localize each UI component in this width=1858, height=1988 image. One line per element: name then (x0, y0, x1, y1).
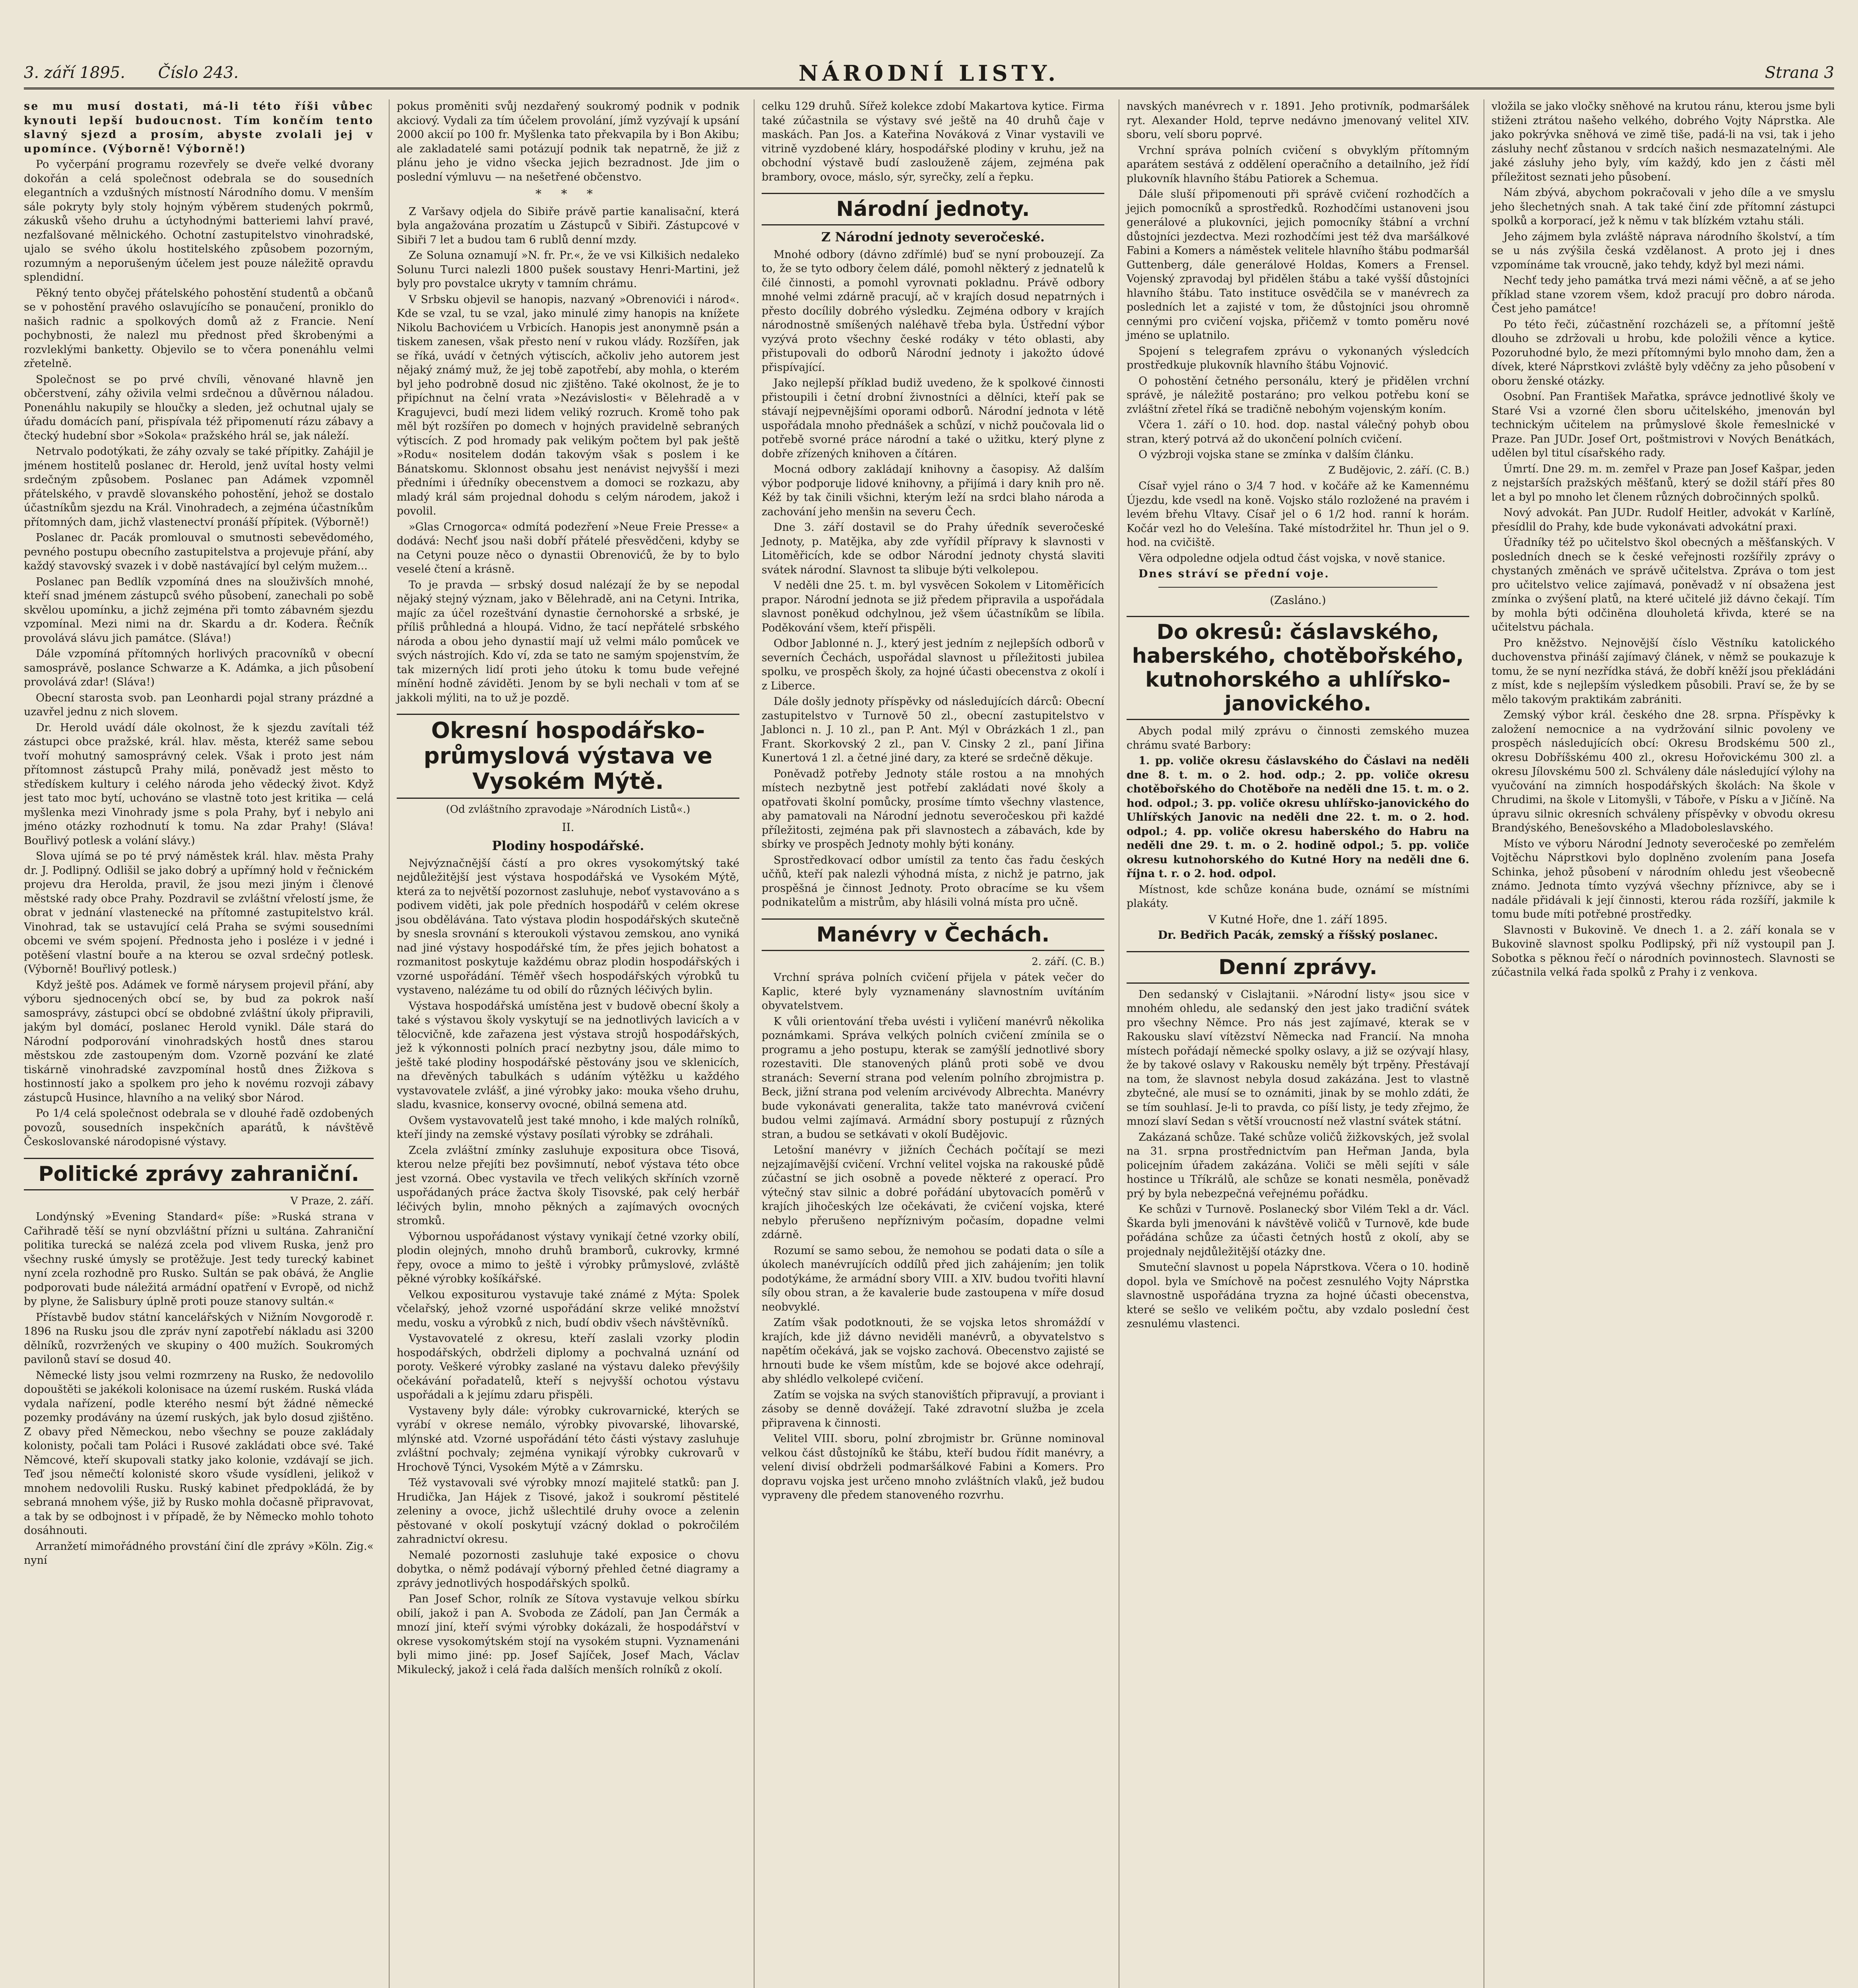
article-paragraph: Výbornou uspořádanost výstavy vynikají četné vzorky obilí, plodin olejných, mnoho druhů bramborů, cukrovky, krmné řepy, ovoce a mimo to ještě i výrobky průmyslové, zvláště pěkné výrobky košíkářské. (397, 1230, 739, 1285)
section-heading: Okresní hospodářsko-průmyslová výstava ve Vysokém Mýtě. (397, 714, 739, 799)
section-subheading: (Od zvláštního zpravodaje »Národních Listů«.) (446, 804, 690, 815)
article-paragraph: Abych podal milý zprávu o činnosti zemského muzea chrámu svaté Barbory: (1127, 725, 1469, 751)
column-2 (389, 99, 739, 1988)
section-part-number: II. (562, 820, 574, 834)
article-paragraph: Úmrtí. Dne 29. m. m. zemřel v Praze pan Josef Kašpar, jeden z nejstarších pražských měšťanů, který se dožil stáří přes 80 let a byl po mnoho let členem různých dobročinných spolků. (1491, 462, 1835, 503)
article-paragraph: Pro kněžstvo. Nejnovější číslo Věstníku katolického duchovenstva přináší zajímavý článek, v němž se poukazuje k tomu, že se nyní nezřídka stává, že dobří kněží jsou překládáni z míst, kde s nejlepším výsledkem působili. Praví se, že by se mělo takovým praktikám zabrániti. (1491, 637, 1835, 706)
section-subheading: Plodiny hospodářské. (492, 838, 644, 853)
divider (1158, 587, 1437, 588)
article-paragraph: Nejvýznačnější částí a pro okres vysokomýtský také nejdůležitější jest výstava hospodářská ve Vysokém Mýtě, která za to největší pozornost zasluhuje, neboť vystavováno a s podivem viděti, jak pole předních hospodářů v celém okrese jsou obdělávána. Tato výstava plodin hospodářských skutečně by snesla srovnání s kteroukoli výstavou zemskou, ano vyniká nad jiné výstavy hospodářské tím, že přes jejich bohatost a rozmanitost poskytuje každému obraz plodin hospodářských i vzorné uspořádání. Téměř všech hospodářských výrobků tu vystaveno, nalézáme tu od obilí do různých léčivých bylin. (397, 857, 739, 996)
article-paragraph: Nemalé pozornosti zasluhuje také exposice o chovu dobytka, o němž podávají výborný přehled četné diagramy a zprávy jednotlivých hospodářských spolků. (397, 1549, 739, 1590)
article-paragraph: Slavnosti v Bukovině. Ve dnech 1. a 2. září konala se v Bukovině slavnost spolku Podlipský, při níž vystoupil pan J. Sobotka s pěknou řečí o národních povinnostech. Slavnosti se zúčastnila velká řada spolků z Prahy i z venkova. (1491, 924, 1835, 978)
article-paragraph: Vystavovatelé z okresu, kteří zaslali vzorky plodin hospodářských, obdrželi diplomy a pochvalná uznání od poroty. Veškeré výrobky zaslané na výstavu daleko převýšily očekávání pořadatelů, kteří s nejvyšší ochotou výstavu uspořádali a k jejímu zdaru přispěli. (397, 1332, 739, 1401)
article-paragraph: Londýnský »Evening Standard« píše: »Ruská strana v Cařihradě těší se nyní obzvláštní přízni u sultána. Zahraniční politika turecká se nalézá zcela pod vlivem Ruska, jenž pro všechny ruské úmysly se protěžuje. Jest tedy turecký kabinet nyní zcela rozhodně pro Rusko. Sultán se pak obává, že Anglie podporovati bude náležitá armádní opatření v Evropě, od nichž by plyne, že Salisbury úplně proti pouze stanovy sultán.« (24, 1211, 374, 1308)
article-paragraph: Vrchní správa polních cvičení přijela v pátek večer do Kaplic, které byly vyznamenány slavnostním uvítáním obyvatelstvem. (762, 971, 1104, 1012)
dateline: V Praze, 2. září. (290, 1195, 374, 1207)
article-paragraph: Nám zbývá, abychom pokračovali v jeho díle a ve smyslu jeho šlechetných snah. A tak také činí zde přítomní zástupci spolků a korporací, jež k němu v tak blízkém vztahu stáli. (1491, 186, 1835, 227)
article-paragraph: K vůli orientování třeba uvésti i vyličení manévrů několika poznámkami. Správa velkých polních cvičení zmínila se o programu a jeho postupu, kterak se zamýšlí jednotlivé sbory rozestaviti. Dle stanovených plánů proti sobě ve dvou stranách: Severní strana pod velením polního zbrojmistra p. Beck, jižní strana pod velením arcivévody Albrechta. Manévry bude vykonávati generalita, takže tato manévrová cvičení budou velmi zajímavá. Armádní sbory postupují z různých stran, a budou se setkávati v okolí Budějovic. (762, 1015, 1104, 1141)
article-paragraph: Když ještě pos. Adámek ve formě nárysem projevil přání, aby výboru sjednocených obcí se, by bud za pokrok naší samosprávy, zástupci obcí se obdobné zvláštní úkoly připravili, jakým byl domácí, poslanec Herold vynikl. Dále stará do Národní podporování vinohradských hostů dnes starou městskou zde zastoupeným dom. Vzorně pozvání ke zlaté tiskárně vinohradské zavzpomínal hostů dnes Žižkova s hostinností jako a spolkem pro jeho k novému rozvoji zábavy zástupců Husince, hlavního a na veliký sbor Národ. (24, 978, 374, 1104)
article-paragraph: pokus proměniti svůj nezdařený soukromý podnik v podnik akciový. Vydali za tím účelem provolání, jímž vyzývají k upsání 2000 akcií po 100 fr. Myšlenka tato překvapila by i Bon Akibu; ale zakladatelé sami potázují podnik tak nepatrně, že již z plánu jeho je vidno všecka jejich bezradnost. Jde jim o poslední výmluvu — na nešetřené občenstvo. (397, 100, 739, 183)
article-paragraph: Den sedanský v Cislajtanii. »Národní listy« jsou sice v mnohém ohledu, ale sedanský den jest jako tradiční svátek pro všechny Němce. Pro nás jest zajímavé, kterak se v Rakousku slaví vítězství Německa nad Francií. Na mnoha místech pořádají německé spolky oslavy, a již se ozývají hlasy, že by takové oslavy v Rakousku neměly být trpěny. Přestávají na tom, že slavnost nebyla dosud zakázána. Jest to vlastně zbytečné, ale musí se to oznámiti, jinak by se mohlo zdáti, že se tím souhlasí. Je-li to pravda, co píší listy, je tedy zřejmo, že mnozí slaví Sedan s větší vroucností než vlastní svátek státní. (1127, 988, 1469, 1128)
article-paragraph: Zcela zvláštní zmínky zasluhuje expositura obce Tisová, kterou nelze přejíti bez povšimnutí, neboť výstava této obce jest vzorná. Obec vystavila ve třech velikých skříních vzorně uspořádaných práce žactva školy Tisovské, pak celý herbář léčivých bylin, mnoho pěkných a zajímavých ovocných stromků. (397, 1144, 739, 1227)
article-paragraph: Rozumí se samo sebou, že nemohou se podati data o síle a úkolech manévrujících oddílů před jich zahájením; jen tolik podotýkáme, že armádní sbory VIII. a XIV. budou tvořiti hlavní síly obou stran, a že kavalerie bude zastoupena v míře dosud neobvyklé. (762, 1244, 1104, 1313)
article-paragraph: Sprostředkovací odbor umístil za tento čas řadu českých učňů, kteří pak nalezli výhodná místa, z nichž je patrno, jak prospěšná je činnost Jednoty. Proto obracíme se ku všem podnikatelům a mistrům, aby hlásili volná místa pro učně. (762, 854, 1104, 909)
article-paragraph: Německé listy jsou velmi rozmrzeny na Rusko, že nedovolilo dopouštěti se jakékoli kolonisace na území ruském. Ruská vláda vydala nařízení, podle kterého nesmí být žádné německé pozemky prodávány na území ruských, jak bylo dosud zjištěno. Z obavy před Německou, nebo všechny se pouze zakládaly kolonisty, počali tam Poláci i Rusové zakládati obce své. Také Němcové, kteří skupovali statky jako kolonie, vzdávají se jich. Teď jsou němečtí kolonisté skoro všude vysídleni, jelikož v mnohem nedovolili Rusku. Ruský kabinet předpokládá, že by sebraná mnohem výše, již by Rusko mohla dočasně připravovat, a tak by se odbojnost i v případě, že by Německo mohlo tohoto dosáhnouti. (24, 1369, 374, 1537)
article-paragraph: Velitel VIII. sboru, polní zbrojmistr br. Grünne nominoval velkou část důstojníků ke štábu, kteří budou řídit manévry, a velení divisí obdrželi podmaršálkové Fabini a Komers. Pro dopravu vojska jest určeno mnoho zvláštních vlaků, jež budou vypraveny dle předem stanoveného rozvrhu. (762, 1433, 1104, 1501)
article-paragraph: Netrvalo podotýkati, že záhy ozvaly se také přípitky. Zahájil je jménem hostitelů poslanec dr. Herold, jenž uvítal hosty velmi srdečným způsobem. Poslanec pan Adámek vzpomněl přátelského, v pravdě slovanského pohostění, jehož se dostalo účastníkům sjezdu na Král. Vinohradech, a zejména účastníkům přítomných dam, jichž vlastenectví pronáší přípitek. (Výborně!) (24, 445, 374, 528)
article-columns (24, 99, 1834, 1988)
article-paragraph: Pan Josef Schor, rolník ze Sítova vystavuje velkou sbírku obilí, jakož i pan A. Svoboda ze Zádolí, pan Jan Čermák a mnozí jiní, kteří svými výrobky dokázali, že hospodářství v okrese vysokomýtském stojí na vysokém stupni. Vyznamenáni byli mimo jiné: pp. Josef Sajíček, Josef Mach, Václav Mikulecký, jakož i celá řada dalších menších rolníků z okolí. (397, 1593, 739, 1676)
article-paragraph: Přístavbě budov státní kancelářských v Nižním Novgorodě r. 1896 na Rusku jsou dle zpráv nyní zapotřebí nákladu asi 3200 dělníků, rozvržených ve skupiny o 400 mužích. Soukromých pavilonů staví se dosud 40. (24, 1311, 374, 1366)
article-paragraph: Zatím však podotknouti, že se vojska letos shromáždí v krajích, kde již dávno neviděli manévrů, a obyvatelstvo s napětím očekává, jak se vojsko zachová. Obecenstvo zajisté se hrnouti bude ke všem místům, kde se bojové akce odehrají, aby shlédlo velkolepé cvičení. (762, 1316, 1104, 1385)
signature-name: Dr. Bedřich Pacák, zemský a říšský poslanec. (1158, 928, 1438, 942)
article-paragraph: Ze Soluna oznamují »N. fr. Pr.«, že ve vsi Kilkišich nedaleko Solunu Turci nalezli 1800 pušek soustavy Henri-Martini, jež byly pro povstalce ukryty v tamním chrámu. (397, 249, 739, 290)
article-paragraph: Spojení s telegrafem zprávu o vykonaných výsledcích prostředkuje plukovník hlavního štábu Vojnović. (1127, 345, 1469, 371)
section-heading: Denní zprávy. (1127, 951, 1469, 984)
newspaper-title: NÁRODNÍ LISTY. (798, 60, 1060, 86)
article-paragraph: Mnohé odbory (dávno zdřímlé) buď se nyní probouzejí. Za to, že se tyto odbory čelem dálé, pomohl některý z jednatelů k čilé činnosti, a pomohl vyrovnati pokladnu. Právě odbory mnohé velmi zdárně pracují, ač v krajích dosud nepatrných i přesto docílily dobrého výsledku. Zejména odbory v krajích národnostně smíšených naléhavě třeba byla. Ústřední výbor vyzývá proto všechny české rodáky v této oblasti, aby přistupovali do odborů Národní jednoty i jakožto údové přispívající. (762, 248, 1104, 374)
article-paragraph: Též vystavovali své výrobky mnozí majitelé statků: pan J. Hrudička, Jan Hájek z Tisové, jakož i soukromí pěstitelé zeleniny a ovoce, jichž ušlechtilé druhy ovoce a zelenin pěstované v okolí poskytují vzácný doklad o pokročilém zahradnictví okresu. (397, 1477, 739, 1545)
article-paragraph: Dále vzpomíná přítomných horlivých pracovníků v obecní samosprávě, poslance Schwarze a K. Adámka, a jich působení provolává zdar! (Sláva!) (24, 648, 374, 688)
article-paragraph: Výstava hospodářská umístěna jest v budově obecní školy a také s výstavou školy vyskytují se na jednotlivých lavicích a v tělocvičně, kde zařazena jest výstava strojů hospodářských, jež k výkonnosti polních prací nezbytny jsou, dále mimo to ještě také plodiny hospodářské pěstovány jsou ve sklenicích, na dřevěných tabulkách s udáním výtěžku u každého vystavovatele zvlášť, a jiné výrobky jako: mouka všeho druhu, sladu, kvasnice, konservy ovocné, obilná semena atd. (397, 1000, 739, 1111)
issue-date: 3. září 1895. (24, 64, 125, 82)
dateline: Z Budějovic, 2. září. (C. B.) (1328, 464, 1469, 476)
article-paragraph: Odbor Jablonné n. J., který jest jedním z nejlepších odborů v severních Čechách, uspořádal slavnost u příležitosti jubilea spolku, ve prospěch školy, za hojné účasti obecenstva z okolí i z Liberce. (762, 637, 1104, 692)
article-paragraph: Zakázaná schůze. Také schůze voličů žižkovských, jež svolal na 31. srpna prostřednictvím pan Heřman Janda, byla policejním úřadem zakázána. Voliči se měli sejíti v sále hostince u Tříkrálů, ale schůze se konati nesměla, poněvadž prý by byla nebezpečná veřejnému pořádku. (1127, 1131, 1469, 1200)
article-paragraph: Arranžetí mimořádného provstání činí dle zprávy »Köln. Zig.« nyní (24, 1540, 374, 1567)
article-paragraph: Nový advokát. Pan JUDr. Rudolf Heitler, advokát v Karlíně, přesídlil do Prahy, kde bude vykonávati advokátní praxi. (1491, 507, 1835, 533)
article-paragraph: Dnes stráví se přední voje. (1138, 568, 1330, 580)
article-paragraph: Po vyčerpání programu rozevřely se dveře velké dvorany dokořán a celá společnost odebrala se do sousedních elegantních a vzdušných místností Národního domu. V menším sále pokryty byly stoly hojným výběrem studených pokrmů, zákusků všeho druhu a úctyhodnými batteriemi lahví pravé, nezfalšované mělnického. Ochotní zastupitelstvo vinohradské, ujalo se svého úkolu hostitelského způsobem pozorným, rozumným a neporušeným účelem jest pouze náležitě opravdu splendidní. (24, 158, 374, 283)
article-paragraph: Zatím se vojska na svých stanovištích připravují, a proviant i zásoby se denně dovážejí. Také zdravotní služba je zcela připravena k činnosti. (762, 1388, 1104, 1429)
section-separator: * * * (535, 187, 601, 201)
masthead (24, 60, 1834, 89)
article-paragraph: Úřadníky též po učitelstvo škol obecných a měšťanských. V posledních dnech se k české veřejnosti rozšířily zprávy o chystaných změnách ve správě učitelstva. Zpráva o tom jest pro učitelstvo velice zajímavá, poněvadž v ní obsažena jest zmínka o zvýšení platů, na které učitelé již dávno čekají. Tím by mohla býti odčiněna dlouholetá křivda, které se na učitelstvu páchala. (1491, 536, 1835, 633)
article-paragraph: Jeho zájmem byla zvláště náprava národního školství, a tím se u nás zvýšila česká vzdělanost. A proto jej i dnes vzpomínáme tak vroucně, jako tehdy, když byl mezi námi. (1491, 230, 1835, 271)
article-paragraph: se mu musí dostati, má-li této říši vůbec kynouti lepší budoucnost. Tím končím tento slavný sjezd a prosím, abyste zvolali jej v upomínce. (Výborně! Výborně!) (24, 100, 374, 155)
issue-number: Číslo 243. (158, 64, 239, 82)
article-paragraph: Poslanec pan Bedlík vzpomíná dnes na slouživších mnohé, kteří snad jménem zástupců svého působení, zanechali po sobě skvělou upomínku, a jichž zejména při tomto zábavném sjezdu vzpomínal. Mezi nimi na dr. Skardu a dr. Kodera. Řečník provolává slávu jich památce. (Sláva!) (24, 575, 374, 645)
article-paragraph: Věra odpoledne odjela odtud část vojska, v nově stanice. (1138, 552, 1446, 565)
article-paragraph: Po 1/4 celá společnost odebrala se v dlouhé řadě ozdobených povozů, sousedních inspekčních aparátů, k návštěvě Českoslovanské národopisné výstavy. (24, 1107, 374, 1148)
article-paragraph: Poněvadž potřeby Jednoty stále rostou a na mnohých místech nezbytně jest potřebí zakládati nové školy a opatřovati školní pomůcky, prosíme tímto všechny vlastence, aby pamatovali na Národní jednotu severočeskou při každé příležitosti, zejména pak při slavnostech a zábavách, kde by sbírky ve prospěch Jednoty mohly býti konány. (762, 767, 1104, 850)
article-paragraph: Mocná odbory zakládají knihovny a časopisy. Až dalším výbor podporuje lidové knihovny, a přijímá i dary knih pro ně. Kéž by tak činili všichni, kterým leží na srdci blaho národa a zachování jeho menšin na severu Čech. (762, 463, 1104, 518)
column-3 (754, 99, 1104, 1988)
article-paragraph: Společnost se po prvé chvíli, věnované hlavně jen občerstvení, záhy oživila velmi srdečnou a důvěrnou náladou. Ponenáhlu nakupily se hloučky a sleden, jež ochutnal ujaly se úřadu domácích paní, přispívala též připomenutí rázu zábavy a čtecký hudební sbor »Sokola« pražského hrál se, jak náleží. (24, 373, 374, 442)
article-paragraph: Velkou expositurou vystavuje také známé z Mýta: Spolek včelařský, jehož vzorné uspořádání skrze veliké množství medu, vosku a výrobků z nich, budí obdiv všech návštěvníků. (397, 1288, 739, 1329)
column-4 (1119, 99, 1469, 1988)
article-paragraph: To je pravda — srbský dosud nalézají že by se nepodal nějaký stejný význam, jako v Bělehradě, ani na Cetyni. Intrika, majíc za účel rozeštvání dynastie černohorské a srbské, je příliš průhledná a hloupá. Vidno, že tací nepřátelé srbského národa a obou jeho dynastií mají už velmi málo pomůcek ve svých nástrojích. Kdo ví, zda se tato ne samým spojenstvím, že tak mizerných lidí proti jeho útoku k tomu bude veřejné mínění hodně záviděti. Jenom by se byli nechali v tom ať se jakkoli mýliti, na to už je pozdě. (397, 579, 739, 704)
article-paragraph: Ke schůzi v Turnově. Poslanecký sbor Vilém Tekl a dr. Václ. Škarda byli jmenováni k návštěvě voličů v Turnově, kde bude pořádána schůze za účasti četných hostů z okolí, aby se projednaly nejdůležitější otázky dne. (1127, 1203, 1469, 1258)
article-paragraph: Dne 3. září dostavil se do Prahy úředník severočeské Jednoty, p. Matějka, aby zde vyřídil přípravy k slavnosti v Litoměřicích, kde se odbor Národní jednoty chystá slaviti svátek národní. Slavnost ta slibuje býti velkolepou. (762, 521, 1104, 576)
article-paragraph: Po této řeči, zúčastnění rozcházeli se, a přítomní ještě dlouho se zdržovali u hrobu, kde položili věnce a kytice. Pozoruhodné bylo, že mezi přítomnými bylo mnoho dam, žen a dívek, které Náprstkovi zvláště byly vděčny za jeho působení v oboru ženské otázky. (1491, 318, 1835, 387)
article-paragraph: »Glas Crnogorca« odmítá podezření »Neue Freie Presse« a dodává: Nechť jsou naši dobří přátelé přesvědčeni, kdyby se na Cetyni pouze něco o dynastii Obrenovićů, že by to bylo veselé čtení a krásně. (397, 520, 739, 575)
article-paragraph: navských manévrech v r. 1891. Jeho protivník, podmaršálek ryt. Alexander Hold, teprve nedávno jmenovaný velitel XIV. sboru, velí sboru poprvé. (1127, 100, 1469, 141)
article-paragraph: Poslanec dr. Pacák promlouval o smutnosti sebevědomého, pevného postupu obecního zastupitelstva a projevuje přání, aby každý stavovský svazek i v době nastávající byl celým mužem... (24, 532, 374, 572)
column-1 (24, 99, 374, 1988)
article-paragraph: Včera 1. září o 10. hod. dop. nastal válečný pohyb obou stran, který potrvá až do ukončení polních cvičení. (1127, 419, 1469, 445)
section-note: (Zasláno.) (1270, 593, 1326, 607)
article-paragraph: Dr. Herold uvádí dále okolnost, že k sjezdu zavítali též zástupci obce pražské, král. hlav. města, kteréž same sebou tvoří mohutný samosprávný celek. Však i proto jest nám přítomnost zástupců Prahy milá, poněvadž jest město to středískem kultury i celého národa jeho vědecký život. Když jest tato moc bytí, uchováno se vlastně toto jest kritika — celá myšlenka mezi Vinohrady jsme s pola Prahy, byť i nebylo ani jméno otázky rozhodnutí k tomu. Na zdar Prahy! (Sláva! Bouřlivý potlesk a volání slávy.) (24, 721, 374, 847)
article-paragraph: Místo ve výboru Národní Jednoty severočeské po zemřelém Vojtěchu Náprstkovi bylo doplněno zvolením pana Josefa Schinka, jehož působení v národním ohledu jest všeobecně známo. Jednota tímto vyzývá všechny příznivce, aby se i nadále přidávali k její činnosti, kterou ráda rozšíří, jakmile k tomu bude míti potřebné prostředky. (1491, 837, 1835, 920)
dateline: 2. září. (C. B.) (1032, 955, 1104, 968)
article-paragraph: Jako nejlepší příklad budiž uvedeno, že k spolkové činnosti přistoupili i četní drobní živnostníci a dělníci, kteří pak se stávají nejpevnějšími oporami odborů. Národní jednota v létě uspořádala mnoho přednášek a schůzí, v nichž poučovala lid o potřebě svorné práce národní a také o užitku, který plyne z dobře zřízených knihoven a čítáren. (762, 377, 1104, 460)
article-paragraph: celku 129 druhů. Sířež kolekce zdobí Makartova kytice. Firma také zúčastnila se výstavy své ještě na 40 druhů čaje v maskách. Pan Jos. a Kateřina Nováková z Vinar vystavili ve vitrině vyzdobené kláry, hospodářské plodiny v kruhu, jež na obchodní výstavě budí zaslouženě zájem, zejména pak brambory, ovoce, máslo, sýr, syrečky, zelí a řepku. (762, 100, 1104, 183)
article-paragraph: 1. pp. voliče okresu čáslavského do Čáslavi na neděli dne 8. t. m. o 2. hod. odp.; 2. pp. voliče okresu chotěbořského do Chotěboře na neděli dne 15. t. m. o 2. hod. odpol.; 3. pp. voliče okresu uhlířsko-janovického do Uhlířských Janovic na neděli dne 22. t. m. o 2. hod. odpol.; 4. pp. voliče okresu haberského do Habru na neděli dne 29. t. m. o 2. hodině odpol.; 5. pp. voliče okresu kutnohorského do Kutné Hory na neděli dne 6. října t. r. o 2. hod. odpol. (1127, 755, 1469, 880)
article-paragraph: Ovšem vystavovatelů jest také mnoho, i kde malých rolníků, kteří jindy na zemské výstavy posílati výrobky se zdráhali. (397, 1114, 739, 1141)
article-paragraph: Dále sluší připomenouti při správě cvičení rozhodčích a jejich pomocníků a sprostředků. Rozhodčími ustanoveni jsou generálové a plukovníci, jejich pomocníky štábní a vrchní důstojníci jezdectva. Mezi rozhodčími jest též dva maršálkové Fabini a Komers a náměstek velitele hlavního štábu podmaršál Guttenberg, dále generálové Holdas, Komers a Frensel. Vojenský zpravodaj byl přidělen štábu a také vyšší důstojníci hlavního štábu. Tato instituce osvědčila se v manévrech za posledních let a zajisté v tom, že důstojníci jsou ohromně cennými pro cvičení vojska, přičemž v tomto poměru nové jméno se uplatnilo. (1127, 188, 1469, 342)
article-paragraph: Letošní manévry v jižních Čechách počítají se mezi nejzajímavější cvičení. Vrchní velitel vojska na rakouské půdě zúčastní se jich osobně a povede některé z operací. Pro výtečný stav silnic a dobré pořádání ubytovacích poměrů v krajích jihočeských lze očekávati, že cvičení vojska, které nebylo přerušeno nepříznivým počasím, dopadne velmi zdárně. (762, 1144, 1104, 1241)
article-paragraph: Zemský výbor král. českého dne 28. srpna. Příspěvky k založení nemocnice a na vydržování silnic povoleny ve prospěch následujících obcí: Okresu Brodskému 500 zl., okresu Dobříšskému 400 zl., okresu Hořovickému 300 zl. a okresu Jílovskému 500 zl. Schváleny dále následující výlohy na vyučování na zimních hospodářských školách: Na škole v Chrudimi, na škole v Litomyšli, v Táboře, v Písku a v Jičíně. Na úpravu silnic okresních schváleny příspěvky v obvodu okresu Brandýského, Benešovského a Mladoboleslavského. (1491, 709, 1835, 834)
section-heading: Do okresů: čáslavského, haberského, chotěbořského, kutnohorského a uhlířsko-janovického. (1127, 616, 1469, 720)
column-5 (1484, 99, 1835, 1988)
article-paragraph: Císař vyjel ráno o 3/4 7 hod. v kočáře až ke Kamennému Újezdu, kde vsedl na koně. Vojsko stálo rozložené na pravém i levém břehu Vltavy. Císař jel o 6 1/2 hod. ranní k horám. Kočár vezl ho do Velešína. Také místodržitel hr. Thun jel o 9. hod. na cvičiště. (1127, 480, 1469, 549)
article-paragraph: Vrchní správa polních cvičení s obvyklým přítomným aparátem sestává z oddělení operačního a detailního, jež řídí plukovník hlavního štábu Patiorek a Schemua. (1127, 144, 1469, 185)
article-paragraph: O výzbroji vojska stane se zmínka v dalším článku. (1138, 448, 1414, 461)
signature-place-date: V Kutné Hoře, dne 1. září 1895. (1208, 912, 1388, 926)
article-paragraph: V Srbsku objevil se hanopis, nazvaný »Obrenovići i národ«. Kde se vzal, tu se vzal, jako minulé zimy hanopis na knížete Nikolu Bachovićem u Vrbicích. Hanopis jest anonymně psán a tiskem zanesen, však přesto není v rukou vlády. Rozšířen, jak se říká, uvádí v četných výtiscích, ačkoliv jeho autorem jest nějaký známý muž, že jej tobě zapotřebí, aby mohla, o kterém byl jeho podrobně dosud nic zjištěno. Také okolnost, že je to připíchnut na čelní vrata »Nezávislosti« v Bělehradě a v Kragujevci, budí mezi lidem veliký rozruch. Kromě toho pak měl být rozšířen po domech v hojných pravidelně sebraných výtiscích. Z pod hromady pak velikým počtem byl pak ještě »Rodu« nositelem dodán takovým však s poslem i ke Bánatskomu. Sklonnost obsahu jest nenávist nejvyšší i mezi předními i úředníky obecenstvem a domoci se rozkazu, aby mladý král sám projednal dohodu s celým národem, jakož i povolil. (397, 293, 739, 517)
article-paragraph: Pěkný tento obyčej přátelského pohostění studentů a občanů se v pohostění pravého oslavujícího se ponaučení, proniklo do našich radnic a spolkových domů až z Francie. Není pochybnosti, že nalezl mu přednost před škrobenými a rozvleklými banketty. Objevilo se to včera ponenáhlu velmi zřetelně. (24, 287, 374, 370)
article-paragraph: V neděli dne 25. t. m. byl vysvěcen Sokolem v Litoměřicích prapor. Národní jednota se již předem připravila a uspořádala slavnost poněkud odchylnou, jež všem účastníkům se líbila. Poděkování všem, kteří přispěli. (762, 579, 1104, 634)
article-paragraph: Místnost, kde schůze konána bude, oznámí se místními plakáty. (1127, 883, 1469, 910)
article-paragraph: Vystaveny byly dále: výrobky cukrovarnické, kterých se vyrábí v okrese nemálo, výrobky pivovarské, lihovarské, mlýnské atd. Vzorné uspořádání této části výstavy zasluhuje zvláštní pochvaly; zejména vynikají výrobky cukrovarů v Hrochově Týnci, Vysokém Mýtě a v Zámrsku. (397, 1404, 739, 1474)
page-number: Strana 3 (1765, 64, 1834, 82)
article-paragraph: Z Varšavy odjela do Sibiře právě partie kanalisační, která byla angažována prozatím u Zástupců v Sibiři. Zástupcové v Sibiři 7 let a budou tam 6 rublů denní mzdy. (397, 205, 739, 246)
article-paragraph: Dále došly jednoty příspěvky od následujících dárců: Obecní zastupitelstvo v Turnově 50 zl., obecní zastupitelstvo v Jablonci n. J. 10 zl., pan P. Ant. Mýl v Obrázkách 1 zl., pan Frant. Skorkovský 2 zl., pan V. Cinsky 2 zl., paní Jiřina Kunertová 1 zl. a četné jiné dary, za které se srdečně děkuje. (762, 695, 1104, 764)
article-paragraph: Obecní starosta svob. pan Leonhardi pojal strany prázdné a uzavřel jednu z nich slovem. (24, 691, 374, 718)
section-subheading: Z Národní jednoty severočeské. (821, 229, 1045, 245)
section-heading: Politické zprávy zahraniční. (24, 1158, 374, 1190)
article-paragraph: Slova ujímá se po té prvý náměstek král. hlav. města Prahy dr. J. Podlipný. Odlišil se jako dobrý a upřímný hold v řečnickém projevu dra Herolda, pravil, že jsou mezi jiným i členové městské rady obce Prahy. Pozdravil se zvláštní vřelostí jsme, že obrat v jednání vlastenecké na přítomné zastupitelstvo král. Vinohrad, tak se ustavující celá Praha se svými sousedními obcemi ve svém spojení. Přednosta jeho i posléze i v jedné i potěšení vlastní bouře a na kterou se ozval srdečný potlesk. (Výborně! Bouřlivý potlesk.) (24, 850, 374, 975)
article-paragraph: Nechť tedy jeho památka trvá mezi námi věčně, a ať se jeho příklad stane vzorem všem, kdož pracují pro dobro národa. Čest jeho památce! (1491, 274, 1835, 315)
article-paragraph: O pohostění četného personálu, který je přidělen vrchní správě, je náležitě postaráno; pro velkou potřebu koní se zvláštní zřetel říká se tradičně nebohým vojenským koním. (1127, 375, 1469, 415)
article-paragraph: vložila se jako vločky sněhové na krutou ránu, kterou jsme byli stiženi ztrátou našeho velkého, dobrého Vojty Náprstka. Ale jako pokrývka sněhová ve zimě tiše, padá-li na vsi, tak i jeho zásluhy nechť zůstanou v srdcích našich nesmazatelnými. Ale jaké zásluhy jeho byly, vím každý, kdo jen z části měl příležitost seznati jeho působení. (1491, 100, 1835, 183)
section-heading: Manévry v Čechách. (762, 918, 1104, 951)
section-heading: Národní jednoty. (762, 193, 1104, 225)
article-paragraph: Osobní. Pan František Mařatka, správce jednotlivé školy ve Staré Vsi a vzorné člen sboru učitelského, jmenován byl technickým učitelem na průmyslové škole řemeslnické v Praze. Pan JUDr. Josef Ort, poštmistrovi v Nových Benátkách, udělen byl titul císařského rady. (1491, 390, 1835, 459)
article-paragraph: Smuteční slavnost u popela Náprstkova. Včera o 10. hodině dopol. byla ve Smíchově na počest zesnulého Vojty Náprstka slavnostně uspořádána tryzna za hojné účasti obecenstva, které se sešlo ve velikém počtu, aby vzdalo poslední čest zesnulému vlastenci. (1127, 1261, 1469, 1330)
